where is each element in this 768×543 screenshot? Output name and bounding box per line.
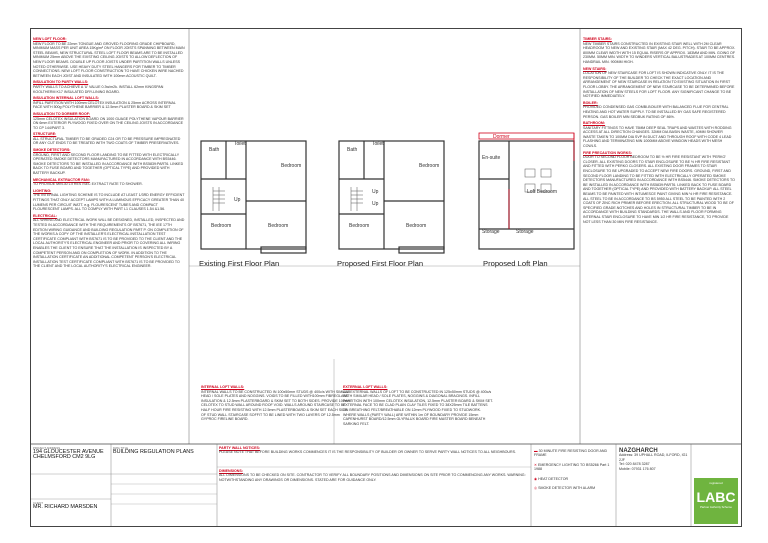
- label: PARTY WALL NOTICES:: [219, 446, 261, 450]
- client: [33, 501, 109, 510]
- legend-item: [534, 477, 614, 481]
- note-heading: TIMBER STAIRS:: [583, 37, 612, 41]
- note-text: PARTY WALLS TO ACHIEVE A 'U' VALUE 0.3w/m2k. INSTALL 62mm KINGSPAN KOOLTHERM K17 INSULATED DRY-LINING BOARD.: [33, 84, 164, 94]
- party-wall-notes: [219, 446, 529, 455]
- logo-text: LABC: [696, 489, 736, 505]
- value: MR. RICHARD MARSDEN: [33, 504, 98, 511]
- notes-right: [583, 35, 736, 224]
- note-text: THE INTERNAL LIGHTING SCHEME IS TO INCLUDE AT LEAST 1/3RD ENERGY EFFICIENT FITTINGS THAT ONLY ACCEPT LAMPS WITH A LUMINOUS EFFICACY GREATER THAN 40 LUMENS PER CIRCUIT WATT. e.g. FLOURESCENT TUBES AND COMPACT FLOURESCENT LAMPS. ALL TO COMPLY WITH PART L1 CLAUSES 1.54 &1.56.: [33, 193, 185, 212]
- room-label: Up: [372, 189, 379, 195]
- note-heading: LIGHTING:: [33, 188, 52, 193]
- legend-item: [534, 449, 614, 458]
- note-heading: INSULATION TO DORMER ROOF:: [33, 111, 91, 116]
- floor-plans-drawing: [191, 129, 579, 269]
- value: ALL DIMENSIONS TO BE CHECKED ON SITE. CONTRACTOR TO VERIFY ALL BOUNDARY POSITIONS AND DIMENSIONS ON SITE PRIOR TO COMMENCING ANY WORKS. WARNING: NOTWITHSTANDING ANY DRAWINGS OR DIMENSIONS. STATED ARE FOR GUIDANCE ONLY.: [219, 473, 526, 482]
- value: 194 GLOUCESTER AVENUE CHELMSFORD CM2 9LG: [33, 449, 104, 460]
- note-text: ALL WIRING AND ELECTRICAL WORK WILL BE DESIGNED, INSTALLED, INSPECTED AND TESTED IN ACCORDANCE WITH THE REQUIREMENTS OF BS7671, THE IEE 17TH EDITION WIRING GUIDANCE AND BUILDING REGULATION PART P. ON COMPLETION OF THE WORKS A COPY OF THE INSTALLER'S ELECTRICAL INSTALLATION TEST CERTIFICATE COMPLIANT WITH BS7671 IS TO BE PROVIDED TO THE CLIENT AND THE LOCAL AUTHORITY'S ELECTRICAL ENGINEER AND PRIOR TO COVERING ALL WIRING ENABLES THE CLIENT TO ENSURE THAT THE INSTALLATION IS INSPECTED BY A COMPETENT PERSON AND ON COMPLETION OF WORK. IN ADDITION TO THE INSTALLATION CERTIFICATE AN ADDITIONAL COMPETENT PERSON'S ELECTRICAL INSTALLATION TEST CERTIFICATE COMPLIANT WITH BS7671 IS TO BE PROVIDED TO THE CLIENT AND THE LOCAL AUTHORITY'S ELECTRICAL ENGINEER.: [33, 218, 185, 269]
- room-label: Bath: [209, 147, 220, 153]
- note-text: DOOR TO SECOND FLOOR BEDROOM TO BE ½ HR FIRE RESISTANT WITH 'PERKO' CLOSER. ALL EXISTING DOORS TO STAIR ENCLOSURE TO BE ½ HR FIRE RESISTANT AND FITTED WITH PERKO CLOSERS. ALL EXISTING DOOR FRAMES TO STAIR ENCLOSURE TO BE UPGRADED TO ACCEPT NEW FIRE DOORS. GROUND, FIRST AND SECOND FLOOR LANDING TO BE FITTED WITH ELECTRICALLY OPERATED SMOKE DETECTORS MANUFACTURED IN ACCORDANCE WITH BS5446. SMOKE DETECTORS TO BE INSTALLED IN ACCORDANCE WITH BS5839:PART6. LINKED BACK TO FUSE BOARD AND TOGETHER (OPTICAL TYPE) AND PROVIDED WITH BATTERY BACKUP. ALL STEEL BEAMS TO BE PAINTED WITH INTUMESCE PAINT GIVING MIN ½ HR FIRE RESISTANCE. ALL STEEL TO BE IN ACCORDANCE TO BS 5950 ALL STEEL TO BE PAINTED WITH 2 COATS OF ZINC RICH PRIMER BEFORE ERECTION. ALL STRUCTURAL WOOD TO BE OF SPECIFIED GRADE.NOTCHES AND HOLES IN STRUCTURAL TIMBER TO BE IN ACCORDANCE WITH BUILDING STANDARDS. THE WALLS AND FLOOR FORMING INTERNAL STAIR ENCLOSURE TO HAVE MIN 1/2 HR FIRE RESISTANCE, TO PROVIDE NOT LESS THAN 30 MIN FIRE RESISTANCE.: [583, 155, 735, 224]
- room-label: Bedroom: [268, 223, 289, 229]
- smoke-detector-icon: ◎: [534, 486, 538, 491]
- note-text: INFILL PARTITION WITH 100mm CELOTEX INSULATION & 25mm ACROSS INTERNAL FACE WITH 500g POLYTHENE BARRIER & 12.5mm PLASTER BOARD & SKIM SET: [33, 100, 176, 110]
- note-heading: NEW LOFT FLOOR:: [33, 37, 67, 41]
- company-name: NAZGHARCH: [619, 448, 658, 454]
- note-heading: FIRE PRECAUTION WORKS:: [583, 150, 632, 155]
- plan-title: Proposed Loft Plan: [483, 259, 548, 268]
- labc-logo: [694, 478, 738, 524]
- room-label: Loft Bedroom: [527, 189, 558, 195]
- note-heading: INSULATION TO PARTY WALLS:: [33, 80, 89, 85]
- room-label: Storage: [482, 229, 500, 235]
- company-tel: Tel: 020 8478 3287: [619, 462, 650, 467]
- note-heading: INTERNAL LOFT WALLS:: [201, 385, 245, 389]
- room-label: En-suite: [482, 155, 501, 161]
- room-label: Bath: [347, 147, 358, 153]
- note-heading: INSULATION INTERNAL LOFT WALLS:: [33, 96, 99, 101]
- value: PLEASE NOTE THAT BEFORE BUILDING WORKS COMMENCES IT IS THE RESPONSIBILITY OF BUILDER OR OWNER TO SERVE PARTY WALL NOTICES TO ALL NEIGHBOURS.: [219, 450, 517, 455]
- note-text: GROUND, FIRST AND SECOND FLOOR LANDING TO BE FITTED WITH ELECTRICALLY OPERATED SMOKE DETECTORS MANUFACTURED IN ACCORDANCE WITH BS5446. SMOKE DETECTORS TO BE INSTALLED IN ACCORDANCE WITH BS5839:PART6. LINKED BACK TO FUSE BOARD AND TOGETHER (OPTICAL TYPE) AND PROVIDED WITH BATTERY BACKUP.: [33, 152, 184, 176]
- room-label: Toilet: [234, 141, 246, 147]
- label: PROJECT ADDRESS: [33, 446, 61, 450]
- note-heading: ELECTRICAL:: [33, 213, 57, 218]
- value: BUILDING REGULATION PLANS: [113, 449, 194, 456]
- legend-text: HEAT DETECTOR: [538, 476, 569, 481]
- company-address: Address: 39 UPHALL ROAD, ILFORD, IG1 2JF: [619, 453, 688, 462]
- logo-registered-text: registered: [709, 481, 723, 485]
- note-text: 125mm CELOTEX INSULATION BOARD ON 1000 GUAGE POLYTHENE VAPOUR BARRIER ON 6mm EXTERIOR PLYWOOD FIXED OVER ON THE CEILING JOISTS IN ACCORDANCE TO CP 144/PART 3.: [33, 116, 184, 130]
- drawing-sheet: [30, 28, 742, 527]
- room-label: Bedroom: [406, 223, 427, 229]
- note-heading: NEW STAIRS:: [583, 66, 607, 71]
- note-text: NEW FLOOR TO BE 22mm TONGUE AND GROVED FLOORING GRADE CHIPBOARD, MINIMUM MASS PER UNIT AREA 15Kg/m² ON FLOOR JOISTS SPANNING BETWEEN MAIN STEEL BEAMS, NEW STRUCTURAL STEEL LOFT FLOOR BEAMS ARE TO BE INSTALLED MINIMUM 25mm ABOVE THE EXISTING CEILING JOISTS TO ALLOW DEFLECTION OF NEW FLOOR BEAMS. DOUBLE UP FLOOR JOISTS UNDER PARTITION WALLS UNLESS NOTED OTHERWISE. USE HEAVY DUTY STEEL HANGERS FOR TIMBER TO TIMBER CONNECTIONS. NEW LOFT FLOOR CONSTRUCTION TO HAVE CHICKEN WIRE NACHED BETWEEN EACH JOIST AND INSULATED WITH 100mm ACOUSTIC QUILT.: [33, 41, 185, 78]
- notes-internal-walls: [201, 383, 353, 422]
- company-mobile: Mobile: 07931 176 807: [619, 466, 656, 471]
- note-text: SANITARY FITTINGS TO HAVE 75MM DEEP SEAL TRAPS AND WASTES WITH RODDING ACCESS AT ALL DIRECTION CHANGES. 32MM DIA BASIN WASTE, 40MM SHOWER WASTE TAKEN TO 100MM DIA SVP IN DUCT AND THROUGH ROOF WITH CODE 4 LEAD FLASHING AND TERMINATING MIN 1000MM ABOVE WINDOW HEADS WITH MESH COWLS.: [583, 125, 732, 149]
- label: DWG TITLE: [113, 446, 129, 450]
- note-text: INTERNAL WALLS TO BE CONSTRUCTED IN 100x50mm STUDS @ 400c/s WITH SIMILAR HEAD / SOLE PLATES AND NOGGINS. VOIDS TO BE FILLED WITH100mm FIBREGLASS INSULATION & 12.5mm PLASTERBOARD & SKIM SET TO BOTH SIDES. PROVIDE 100mm CELOTEX TO STUD WALL AROUND ROOF VOID. WALLS AROUND STAIRCASE TO BE HALF HOUR FIRE RESISTING WITH 12.5mm PLASTERBOARD & SKIM SET EACH SIDE OF STUD WALL STAIRCASE SOFFIT TO BE LINED WITH TWO LAYERS OF 12.5mm GYPROC FIRELINE BOARD.: [201, 389, 351, 422]
- project-address: [33, 446, 109, 459]
- room-label: Bedroom: [419, 163, 440, 169]
- note-heading: MECHANICAL EXTRACTOR FAN:: [33, 177, 90, 182]
- heat-detector-icon: ◉: [534, 476, 538, 481]
- note-heading: BOILER:: [583, 100, 598, 105]
- room-label: Bedroom: [349, 223, 370, 229]
- legend-text: 30 MINUTE FIRE RESISTING DOOR AND FRAME: [534, 449, 608, 458]
- logo-subtitle: Partner Authority Scheme: [700, 505, 732, 509]
- note-text: TO PROVIDE MIN.30 LITRES /SEC EXTRACT RATE TO SHOWER.: [33, 182, 143, 187]
- note-text: NEW TIMBER STAIRS CONSTRUCTED IN EXISTING STAIR WELL WITH 2M CLEAR HEADROOM TO NEW AND EXISTING STAIR (MAX 42 DEG. PITCH). STAIR TO BE APPROX. 800MM CLEAR WIDTH WITH 15 EQUAL RISERS OF APPROX. 183MM AND MIN. GOING OF 230MM. 50MM MIN. WIDTH TO WINDERS VERTICAL BALUSTRADES AT 100MM CENTRES. HANDRAIL MIN. 900MM HIGH.: [583, 41, 736, 64]
- fire-door-icon: ▬: [534, 449, 538, 453]
- note-text: ALL STRUCTURAL TIMBER TO BE GRADED C24 OR TO BE PRESSURE IMPREGNATED OR ANY CUT ENDS TO BE TREATED WITH TWO COATS OF TIMBER PRESERVATIVES.: [33, 136, 181, 146]
- note-heading: BATHROOM:: [583, 121, 606, 126]
- note-heading: STRUCTURE:: [33, 132, 57, 137]
- notes-external-walls: [343, 383, 493, 426]
- legend-text: SMOKE DETECTOR WITH ALARM: [538, 486, 596, 491]
- room-label: Dormer: [493, 134, 510, 140]
- room-label: Toilet: [372, 141, 384, 147]
- company-block: [619, 449, 689, 471]
- note-heading: EXTERNAL LOFT WALLS:: [343, 385, 388, 389]
- legend-item: [534, 486, 614, 490]
- room-label: Up: [372, 201, 379, 207]
- room-label: Up: [234, 197, 241, 203]
- label: CLIENT: [33, 501, 43, 505]
- drawing-title: [113, 446, 215, 455]
- legend-text: EMERGENCY LIGHTING TO BS5266 Part 1 1988: [534, 462, 610, 472]
- dimensions-notes: [219, 469, 529, 482]
- room-label: Bedroom: [211, 223, 232, 229]
- legend-item: [534, 463, 614, 472]
- plan-title: Existing First Floor Plan: [199, 259, 280, 268]
- room-label: Storage: [516, 229, 534, 235]
- note-text: PROVIDED CONDENSED GAS COMBI-BOILER WITH BALANCED FLUE FOR CENTRAL HEATING AND HOT WATER SUPPLY. TO BE INSTALLED BY GAS SAFE REGISTERED PERSON. GAS BOILER MIN SEDBUK RATING OF 86%.: [583, 105, 729, 119]
- label: DIMENSIONS:: [219, 469, 243, 473]
- notes-left: [33, 35, 185, 269]
- note-heading: SMOKE DETECTORS:: [33, 148, 71, 153]
- legend: [534, 449, 614, 490]
- room-label: Bedroom: [281, 163, 302, 169]
- emergency-light-icon: ✕: [534, 462, 538, 467]
- note-text: ALL EXTERNAL WALLS OF LOFT TO BE CONSTRUCTED IN 125x50mm STUDS @ 400c/s WITH SIMILAR HEAD / SOLE PLATES, NOGGINS & DIAGONAL BRACINGS. INFILL PARTITION WITH 100mm CELOTEX INSULATION, 12.5mm PLASTER BOARD & SKIM SET. EXTERNAL FACE TO BE CLAD PLAIN CLAY TILES FIXED TO 38X25mm TILE BATTENS ON BREATHING FELT/BREATHABLE ON 12mm PLYWOOD FIXED TO STUDWORK. WHERE WALLS (PARTY WALL) ARE WITHIN 1m OF BOUNDARY PROVIDE 15mm CAPENHURST BOARD/12.5mm GLYPALUX BOARD FIRE MASTER BOARD BENEATH SARKING FELT.: [343, 389, 493, 426]
- plan-title: Proposed First Floor Plan: [337, 259, 424, 268]
- note-text: LOCATION OF NEW STAIRCASE FOR LOFT IS SHOWN INDICATIVE ONLY. IT IS THE RESPONSIBILITY OF THE BUILDER TO CHECK THE EXACT LOCATION AND ARRANGEMENT OF NEW STAIRCASE IN RELATION TO EXISTING SITUATION IN FIRST FLOOR LOBBY. THE ARRANGEMENT OF NEW STAIRCASE TO BE DETERMINED BEFORE INSTALLATION OF NEW STEELS FOR LOFT FLOOR. ANY SIGNIFICANT CHANGE TO BE NOTIFIED IMMEDIATELY.: [583, 71, 735, 99]
